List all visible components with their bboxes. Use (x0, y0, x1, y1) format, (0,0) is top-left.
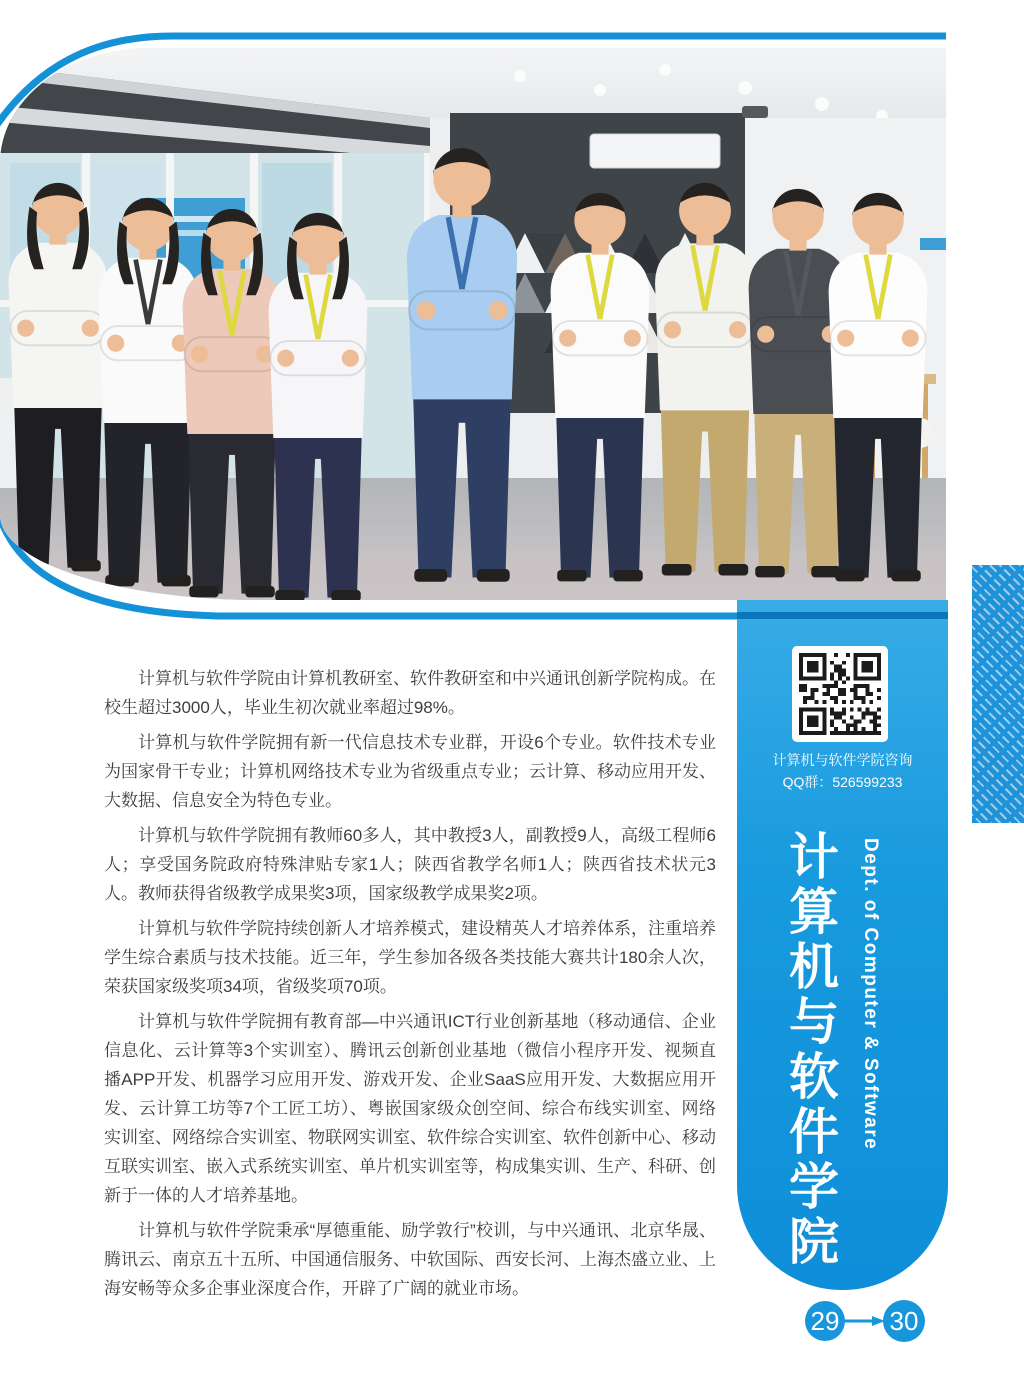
page-number-right: 30 (883, 1300, 925, 1342)
body-paragraph: 计算机与软件学院拥有新一代信息技术专业群，开设6个专业。软件技术专业为国家骨干专业；计算机网络技术专业为省级重点专业；云计算、移动应用开发、大数据、信息安全为特色专业。 (104, 733, 716, 810)
department-title-en: Dept. of Computer & Software (860, 838, 881, 1151)
qr-code (792, 646, 888, 742)
panel-accent-strip (737, 612, 948, 619)
body-paragraph: 计算机与软件学院拥有教师60多人，其中教授3人，副教授9人，高级工程师6人；享受国务院政府特殊津贴专家1人；陕西省教学名师1人；陕西省技术状元3人。教师获得省级教学成果奖3项，国家级教学成果奖2项。 (104, 826, 716, 903)
body-paragraph: 计算机与软件学院拥有教育部—中兴通讯ICT行业创新基地（移动通信、企业信息化、云计算等3个实训室）、腾讯云创新创业基地（微信小程序开发、视频直播APP开发、机器学习应用开发、游戏开发、企业SaaS应用开发、大数据应用开发、云计算工坊等7个工匠工坊）、粤嵌国家级众创空间、综合布线实训室、网络实训室、网络综合实训室、物联网实训室、软件综合实训室、软件创新中心、移动互联实训室、嵌入式系统实训室、单片机实训室等，构成集实训、生产、科研、创新于一体的人才培养基地。 (104, 1012, 716, 1205)
page-numbers (805, 1300, 925, 1342)
arrow-icon (841, 1315, 887, 1327)
body-paragraph: 计算机与软件学院秉承“厚德重能、励学敦行”校训，与中兴通讯、北京华晟、腾讯云、南京五十五所、中国通信服务、中软国际、西安长河、上海杰盛立业、上海安畅等众多企事业深度合作，开辟了广阔的就业市场。 (104, 1221, 716, 1298)
department-title-cn: 计算机与软件学院 (782, 830, 838, 1270)
qr-caption-line1: 计算机与软件学院咨询 (772, 752, 913, 768)
faculty-photo (0, 48, 946, 600)
side-panel (737, 600, 948, 1290)
page-number-left: 29 (805, 1301, 845, 1341)
qr-code-pattern (799, 653, 881, 735)
qr-caption-line2: QQ群：526599233 (782, 774, 903, 790)
intro-text (104, 664, 716, 1309)
body-paragraph: 计算机与软件学院由计算机教研室、软件教研室和中兴通讯创新学院构成。在校生超过3000人，毕业生初次就业率超过98%。 (104, 669, 716, 717)
faculty-photo-scene (0, 48, 946, 600)
body-paragraph: 计算机与软件学院持续创新人才培养模式，建设精英人才培养体系，注重培养学生综合素质与技术技能。近三年，学生参加各级各类技能大赛共计180余人次，荣获国家级奖项34项，省级奖项70项。 (104, 919, 716, 996)
